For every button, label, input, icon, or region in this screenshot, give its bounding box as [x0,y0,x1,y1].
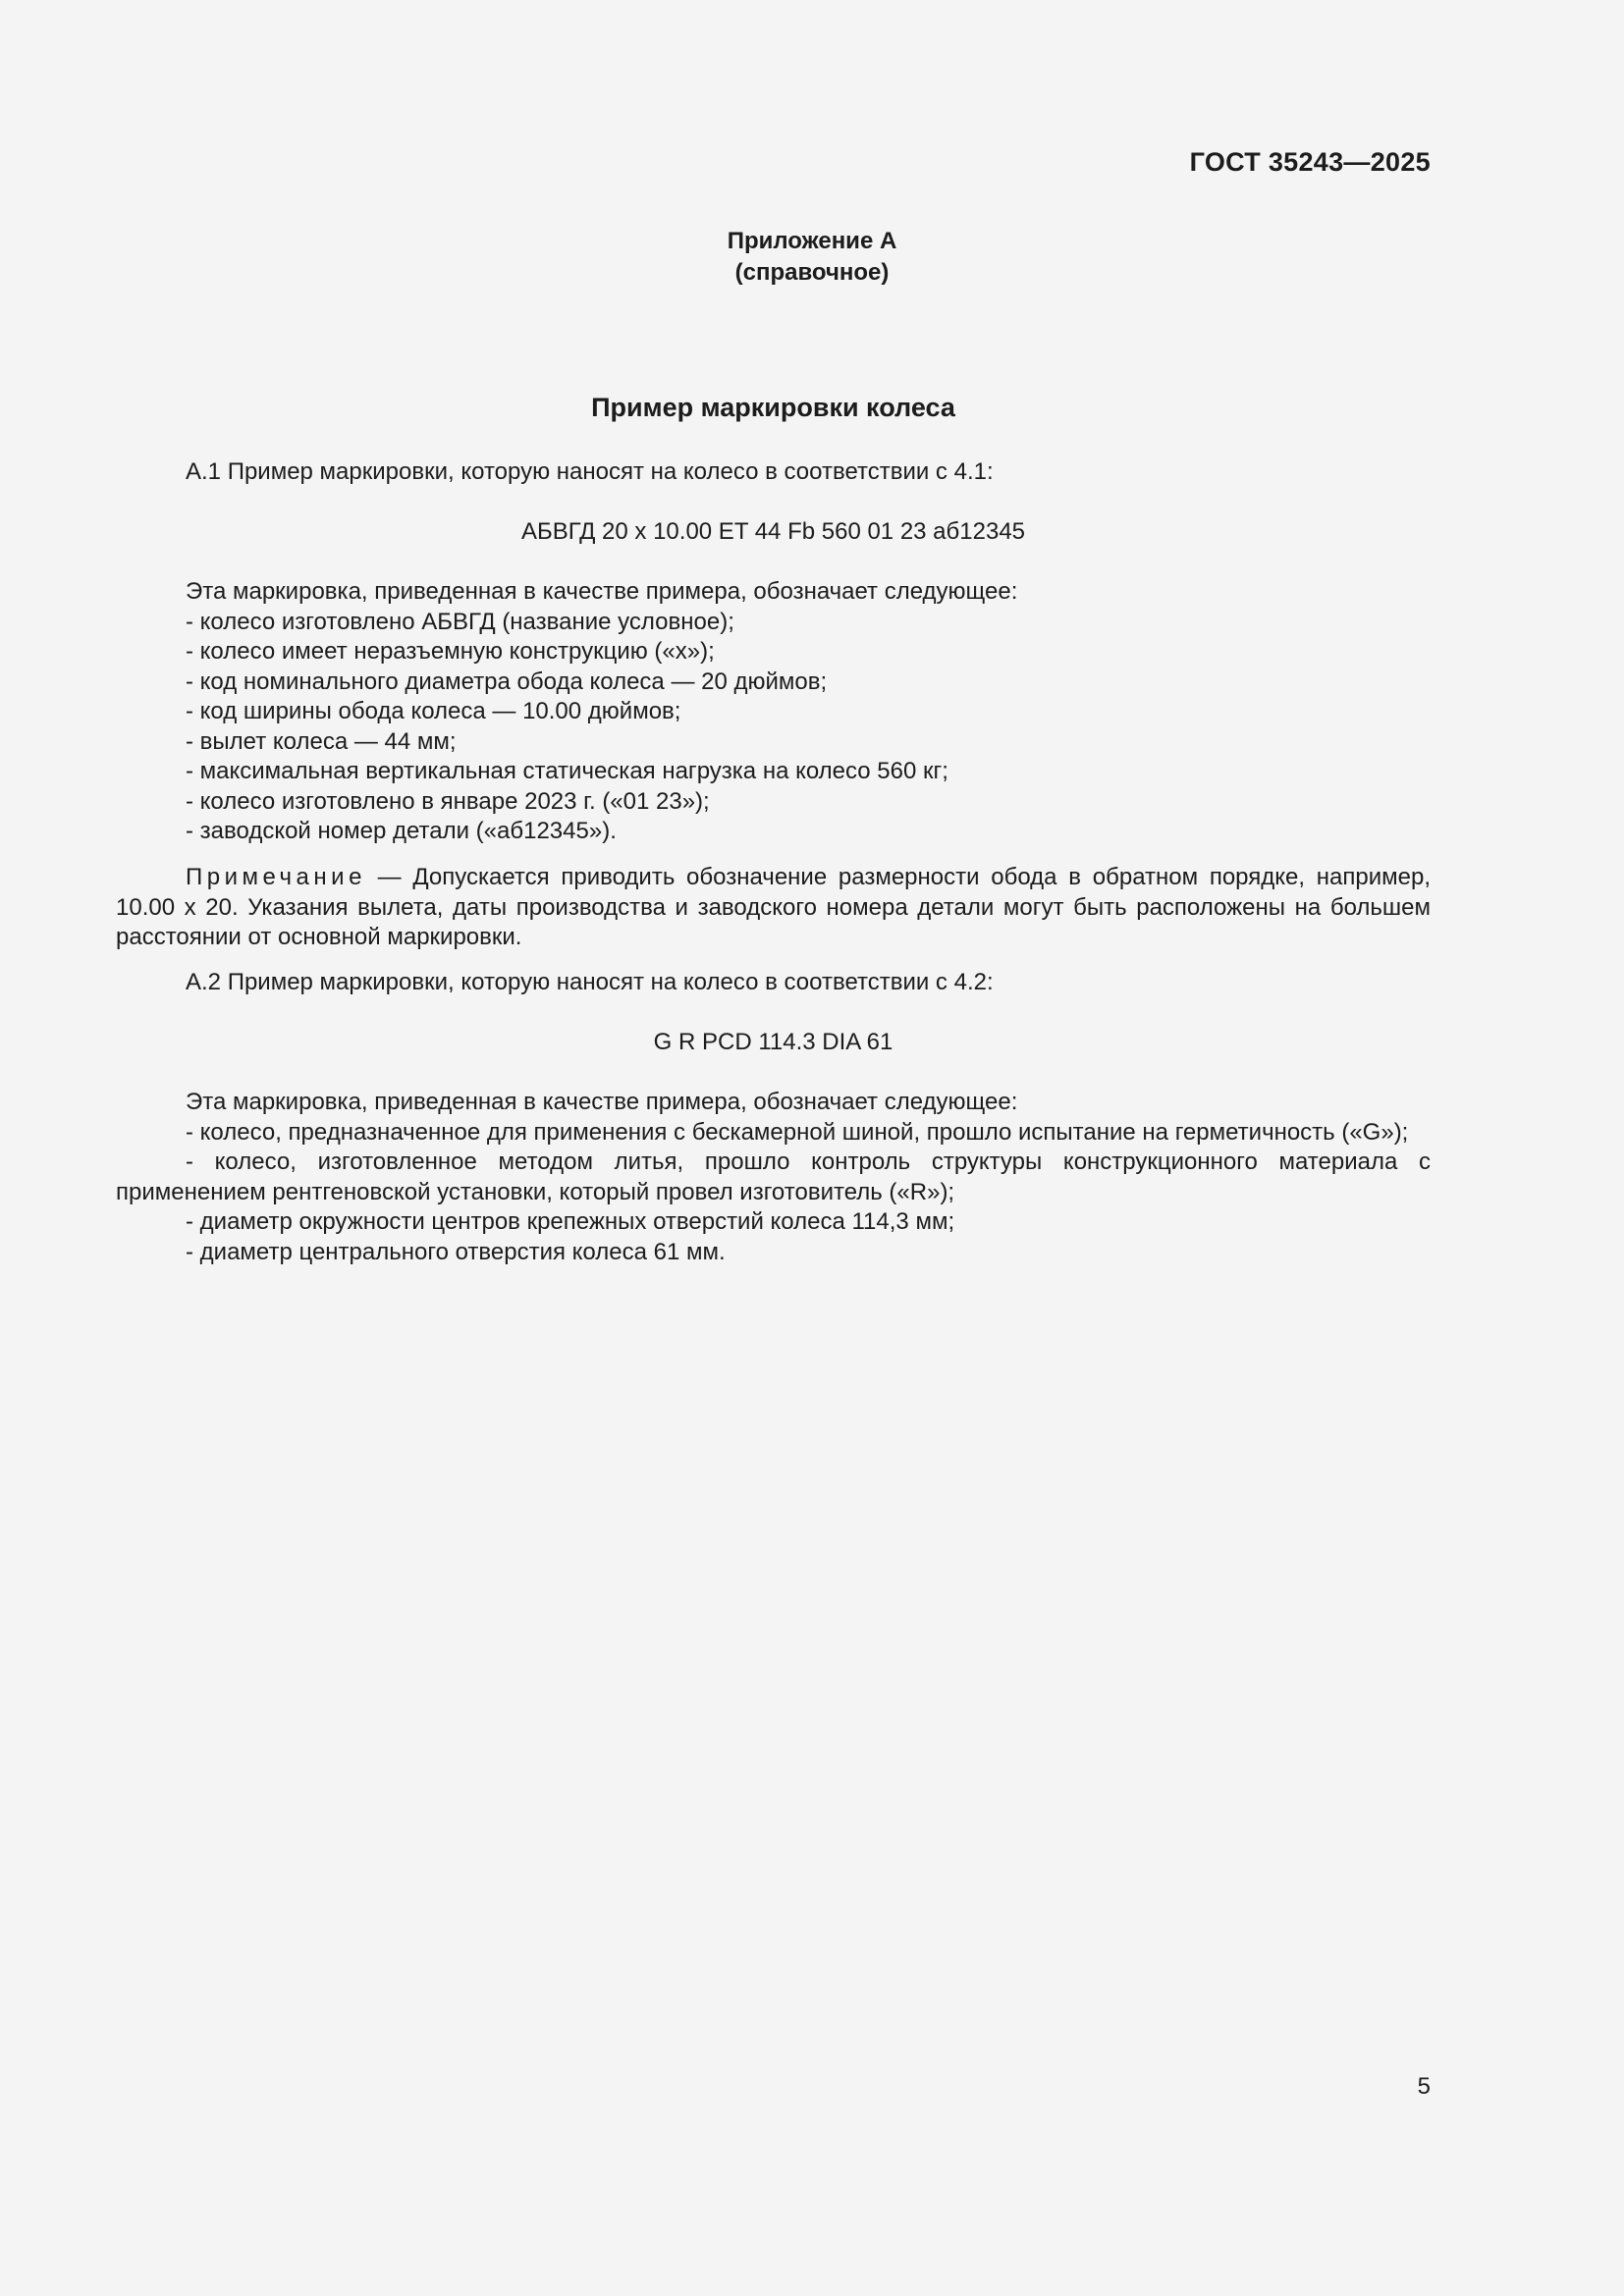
a2-marking: G R PCD 114.3 DIA 61 [653,1029,893,1055]
list-item: - колесо изготовлено АБВГД (название условное); [186,608,734,635]
list-item: - колесо, изготовленное методом литья, прошло контроль структуры конструкционного материала с применением рентгеновской установки, который провел изготовитель («R»); [116,1148,1431,1205]
note-text: — Допускается приводить обозначение размерности обода в обратном порядке, например, 10.00 x 20. Указания вылета, даты производства и заводского номера детали могут быть расположены на большем расстоянии от основной маркировки. [116,864,1431,950]
section-title: Пример маркировки колеса [591,393,955,422]
appendix-heading [0,226,1624,289]
note-label: Примечание [186,864,366,890]
a1-marking-block [116,517,1431,548]
a1-explain: Эта маркировка, приведенная в качестве примера, обозначает следующее: [186,578,1018,605]
a1-explanation-block [116,577,1431,847]
a1-note [116,863,1431,953]
list-item: - код номинального диаметра обода колеса — 20 дюймов; [186,667,828,695]
list-item: - диаметр окружности центров крепежных отверстий колеса 114,3 мм; [186,1208,955,1235]
a1-note-block [116,863,1431,953]
list-item: - колесо имеет неразъемную конструкцию («x»); [186,638,715,665]
a1-marking: АБВГД 20 x 10.00 ET 44 Fb 560 01 23 аб12345 [520,518,1026,545]
a2-marking-block [116,1028,1431,1058]
list-item: - диаметр центрального отверстия колеса 61 мм. [186,1238,726,1265]
page-number: 5 [1417,2073,1431,2100]
a2-intro: А.2 Пример маркировки, которую наносят на колесо в соответствии с 4.2: [186,969,994,995]
appendix-subtitle: (справочное) [734,259,890,286]
a2-intro-block [116,968,1431,998]
a1-intro: А.1 Пример маркировки, которую наносят на колесо в соответствии с 4.1: [186,458,994,485]
a1-intro-block [116,457,1431,488]
list-item: - вылет колеса — 44 мм; [186,727,457,755]
a2-explanation-block [116,1088,1431,1267]
list-item: - максимальная вертикальная статическая нагрузка на колесо 560 кг; [186,758,948,784]
appendix-title: Приложение А [727,228,897,254]
document-code: ГОСТ 35243—2025 [1189,147,1431,177]
list-item: - код ширины обода колеса — 10.00 дюймов; [186,698,681,724]
a2-explain: Эта маркировка, приведенная в качестве примера, обозначает следующее: [186,1089,1018,1115]
list-item: - колесо изготовлено в январе 2023 г. («01 23»); [186,787,710,815]
list-item: - заводской номер детали («аб12345»). [186,818,617,844]
list-item: - колесо, предназначенное для применения с бескамерной шиной, прошло испытание на герметичность («G»); [186,1118,1409,1146]
